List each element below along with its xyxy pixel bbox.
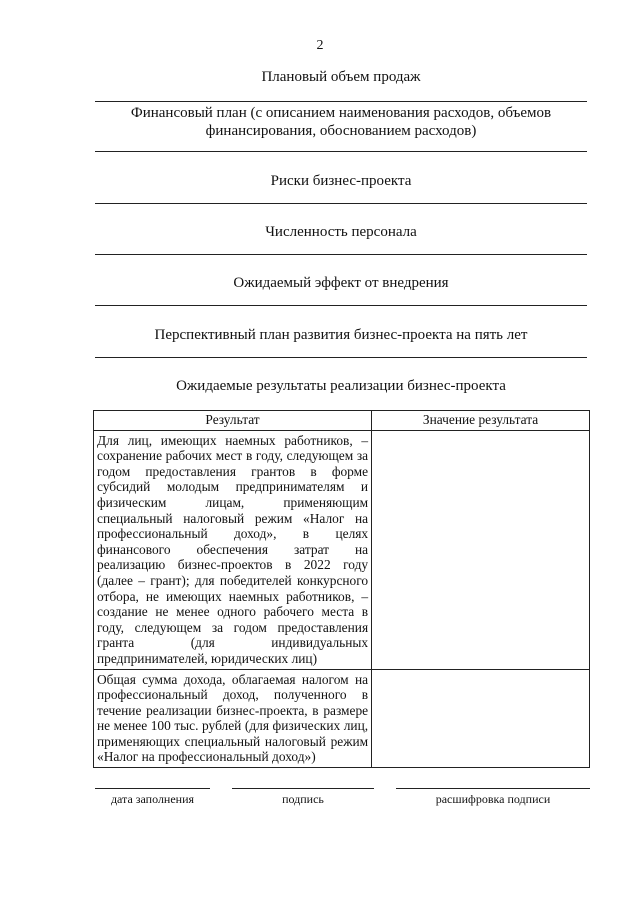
fill-line-expected-effect — [95, 305, 587, 306]
section-development-plan: Перспективный план развития бизнес-проекта на пять лет — [154, 327, 528, 343]
value-cell[interactable] — [372, 669, 590, 768]
signature-decode-label: расшифровка подписи — [435, 792, 551, 806]
section-staff: Численность персонала — [265, 224, 417, 240]
page-number: 2 — [316, 38, 324, 53]
section-expected-effect: Ожидаемый эффект от внедрения — [233, 275, 449, 291]
section-financial-plan: Финансовый план (с описанием наименования расходов, объемов финансирования, обоснованием расходов) — [130, 105, 552, 139]
header-value: Значение результата — [372, 411, 590, 431]
table-header-row — [94, 411, 590, 431]
fill-line-risks — [95, 203, 587, 204]
date-line[interactable] — [95, 788, 210, 789]
fill-line-financial-plan — [95, 151, 587, 152]
signature-decode-line[interactable] — [396, 788, 590, 789]
result-cell: Для лиц, имеющих наемных работников, – сохранение рабочих мест в году, следующем за годом предоставления грантов в форме субсидий молодым предпринимателям и физическим лицам, применяющим специальный налоговый режим «Налог на профессиональный доход», в целях финансового обеспечения затрат на реализацию бизнес-проектов в 2022 году (далее – грант); для победителей конкурсного отбора, не имеющих наемных работников, – создание не менее одного рабочего места в году, следующем за годом предоставления гранта (для индивидуальных предпринимателей, юридических лиц) — [94, 430, 372, 669]
fill-line-sales-volume — [95, 101, 587, 102]
value-cell[interactable] — [372, 430, 590, 669]
signature-label: подпись — [282, 792, 324, 806]
signature-line[interactable] — [232, 788, 374, 789]
table-row — [94, 669, 590, 768]
section-risks: Риски бизнес-проекта — [270, 173, 412, 189]
fill-line-staff — [95, 254, 587, 255]
table-row — [94, 430, 590, 669]
fill-line-development-plan — [95, 357, 587, 358]
date-label: дата заполнения — [110, 792, 195, 806]
section-expected-results: Ожидаемые результаты реализации бизнес-проекта — [176, 378, 506, 394]
results-table — [93, 410, 590, 768]
result-cell: Общая сумма дохода, облагаемая налогом на профессиональный доход, полученного в течение реализации бизнес-проекта, в размере не менее 100 тыс. рублей (для физических лиц, применяющих специальный налоговый режим «Налог на профессиональный доход») — [94, 669, 372, 768]
section-sales-volume: Плановый объем продаж — [261, 69, 421, 85]
header-result: Результат — [94, 411, 372, 431]
